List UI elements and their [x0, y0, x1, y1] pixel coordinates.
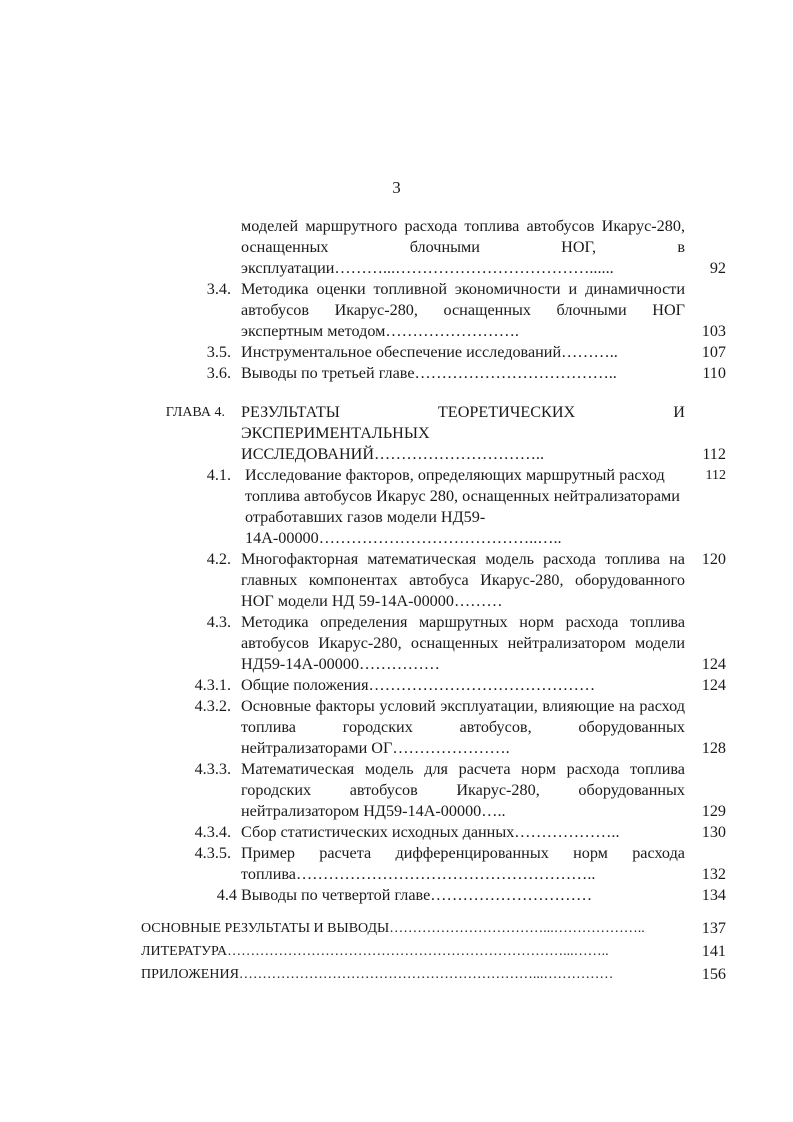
- toc-entry: [0, 843, 793, 885]
- toc-entry-number: 4.3.3.: [194, 760, 231, 778]
- toc-entry-line: влияющие на расход топлива городских автобусов,: [241, 697, 686, 736]
- toc-entry-number: 4.1.: [206, 466, 231, 484]
- toc-page-number: 141: [701, 942, 726, 960]
- toc-entry-line: топлива городских автобусов Икарус-280,: [241, 760, 685, 799]
- toc-entry-number: 4.2.: [206, 550, 231, 568]
- toc-final-entry: [0, 918, 793, 939]
- toc-page-number: 92: [709, 259, 726, 277]
- toc-page-number: 103: [701, 322, 726, 340]
- toc-page-number: 128: [701, 739, 726, 757]
- toc-page-number: 107: [701, 343, 726, 361]
- toc-entry: [0, 216, 793, 279]
- toc-entry-number: 3.6.: [206, 364, 231, 382]
- toc-page-number: 124: [701, 676, 726, 694]
- toc-entry-number: 4.4: [216, 886, 237, 904]
- toc-entry: [0, 675, 793, 696]
- toc-entry: [0, 279, 793, 342]
- toc-entry-line: блочными НОГ экспертным методом…………………….: [241, 301, 685, 340]
- toc-page-number: 124: [701, 655, 726, 673]
- toc-entry: [0, 612, 793, 675]
- toc-page-number: 137: [701, 919, 726, 937]
- toc-entry-line: Методика определения маршрутных норм расхода: [241, 613, 619, 631]
- toc-page-number: 112: [702, 445, 726, 463]
- toc-entry-number: 4.3.2.: [194, 697, 231, 715]
- toc-chapter-line: ИССЛЕДОВАНИЙ…………………………..: [241, 445, 544, 463]
- toc-entry-line: Икарус-280, оснащенных блочными НОГ, в: [241, 217, 685, 256]
- toc-chapter-line: РЕЗУЛЬТАТЫ ТЕОРЕТИЧЕСКИХ И: [241, 403, 685, 421]
- toc-page-number: 129: [701, 802, 726, 820]
- toc-entry-number: 4.3.4.: [194, 823, 231, 841]
- toc-final-text: ЛИТЕРАТУРА………………………………………………………………...……..: [141, 944, 609, 959]
- toc-entry: [0, 549, 793, 612]
- toc-entry-number: 3.5.: [206, 343, 231, 361]
- toc-entry: [0, 696, 793, 759]
- toc-entry-line: НД59-14А-00000…………………………………..…..: [245, 508, 562, 547]
- toc-entry-line: Многофакторная математическая модель расхода: [241, 550, 596, 568]
- toc-final-entry: [0, 964, 793, 985]
- toc-entry: [0, 465, 793, 549]
- toc-entry-line: моделей маршрутного расхода топлива автобусов: [241, 217, 595, 235]
- toc-page-number: 156: [701, 965, 726, 983]
- toc-page-number: 112: [705, 468, 726, 483]
- toc-entry: [0, 363, 793, 384]
- toc-chapter: [0, 402, 793, 465]
- toc-entry: [0, 822, 793, 843]
- toc-entry-line: Пример расчета дифференцированных норм расхода: [241, 844, 685, 862]
- toc-entry-line: нейтрализаторами отработавших газов модели: [245, 487, 680, 526]
- toc-entry-line: эксплуатации………...………………………………......: [241, 259, 614, 277]
- toc-entry-line: Инструментальное обеспечение исследований………..: [241, 343, 618, 361]
- toc-final-entry: [0, 941, 793, 962]
- toc-page-number: 132: [701, 865, 726, 883]
- toc-entry-line: расход топлива автобусов Икарус 280, оснащенных: [245, 466, 665, 505]
- toc-entry: [0, 342, 793, 363]
- toc-entry-line: Исследование факторов, определяющих маршрутный: [245, 466, 616, 484]
- toc-entry-line: оборудованных нейтрализаторами ОГ………………….: [241, 718, 685, 757]
- toc-entry-line: Выводы по третьей главе………………………………..: [241, 364, 617, 382]
- toc-page-number: 130: [701, 823, 726, 841]
- toc-entry-line: оборудованного НОГ модели НД 59-14А-00000………: [241, 571, 686, 610]
- toc-entry-line: Математическая модель для расчета норм расхода: [241, 760, 620, 778]
- toc-entry-line: топлива на главных компонентах автобуса Икарус-280,: [241, 550, 685, 589]
- toc-entry-line: Сбор статистических исходных данных………………..: [241, 823, 620, 841]
- toc-entry-number: 4.3.5.: [194, 844, 231, 862]
- toc-entry-line: динамичности автобусов Икарус-280, оснащенных: [241, 280, 685, 319]
- toc-entry: [0, 885, 793, 906]
- page-number: 3: [392, 178, 401, 197]
- toc-entry-line: нейтрализатором модели НД59-14А-00000……………: [241, 634, 686, 673]
- toc-chapter-number: ГЛАВА 4.: [165, 405, 225, 420]
- toc-page-number: 110: [702, 364, 726, 382]
- toc-entry-line: Выводы по четвертой главе…………………………: [241, 886, 593, 904]
- toc-entry-line: оборудованных нейтрализатором НД59-14А-00000…..: [241, 781, 686, 820]
- table-of-contents: [0, 216, 793, 985]
- toc-entry-line: Основные факторы условий эксплуатации,: [241, 697, 538, 715]
- toc-page-number: 120: [701, 550, 726, 568]
- toc-page-number: 134: [701, 886, 726, 904]
- toc-entry-number: 3.4.: [206, 280, 231, 298]
- toc-entry-number: 4.3.1.: [194, 676, 231, 694]
- toc-final-text: ОСНОВНЫЕ РЕЗУЛЬТАТЫ И ВЫВОДЫ……………………………...………………..: [141, 921, 645, 936]
- toc-entry-number: 4.3.: [206, 613, 231, 631]
- toc-entry-line: Методика оценки топливной экономичности и: [241, 280, 578, 298]
- toc-entry: [0, 759, 793, 822]
- toc-entry-line: топлива автобусов Икарус-280, оснащенных: [241, 613, 686, 652]
- toc-final-text: ПРИЛОЖЕНИЯ………………………………………………………...……………: [141, 967, 614, 982]
- toc-chapter-line: ЭКСПЕРИМЕНТАЛЬНЫХ: [241, 424, 430, 442]
- toc-entry-line: топлива………………………………………………..: [241, 865, 596, 883]
- toc-entry-line: Общие положения……………………………………: [241, 676, 596, 694]
